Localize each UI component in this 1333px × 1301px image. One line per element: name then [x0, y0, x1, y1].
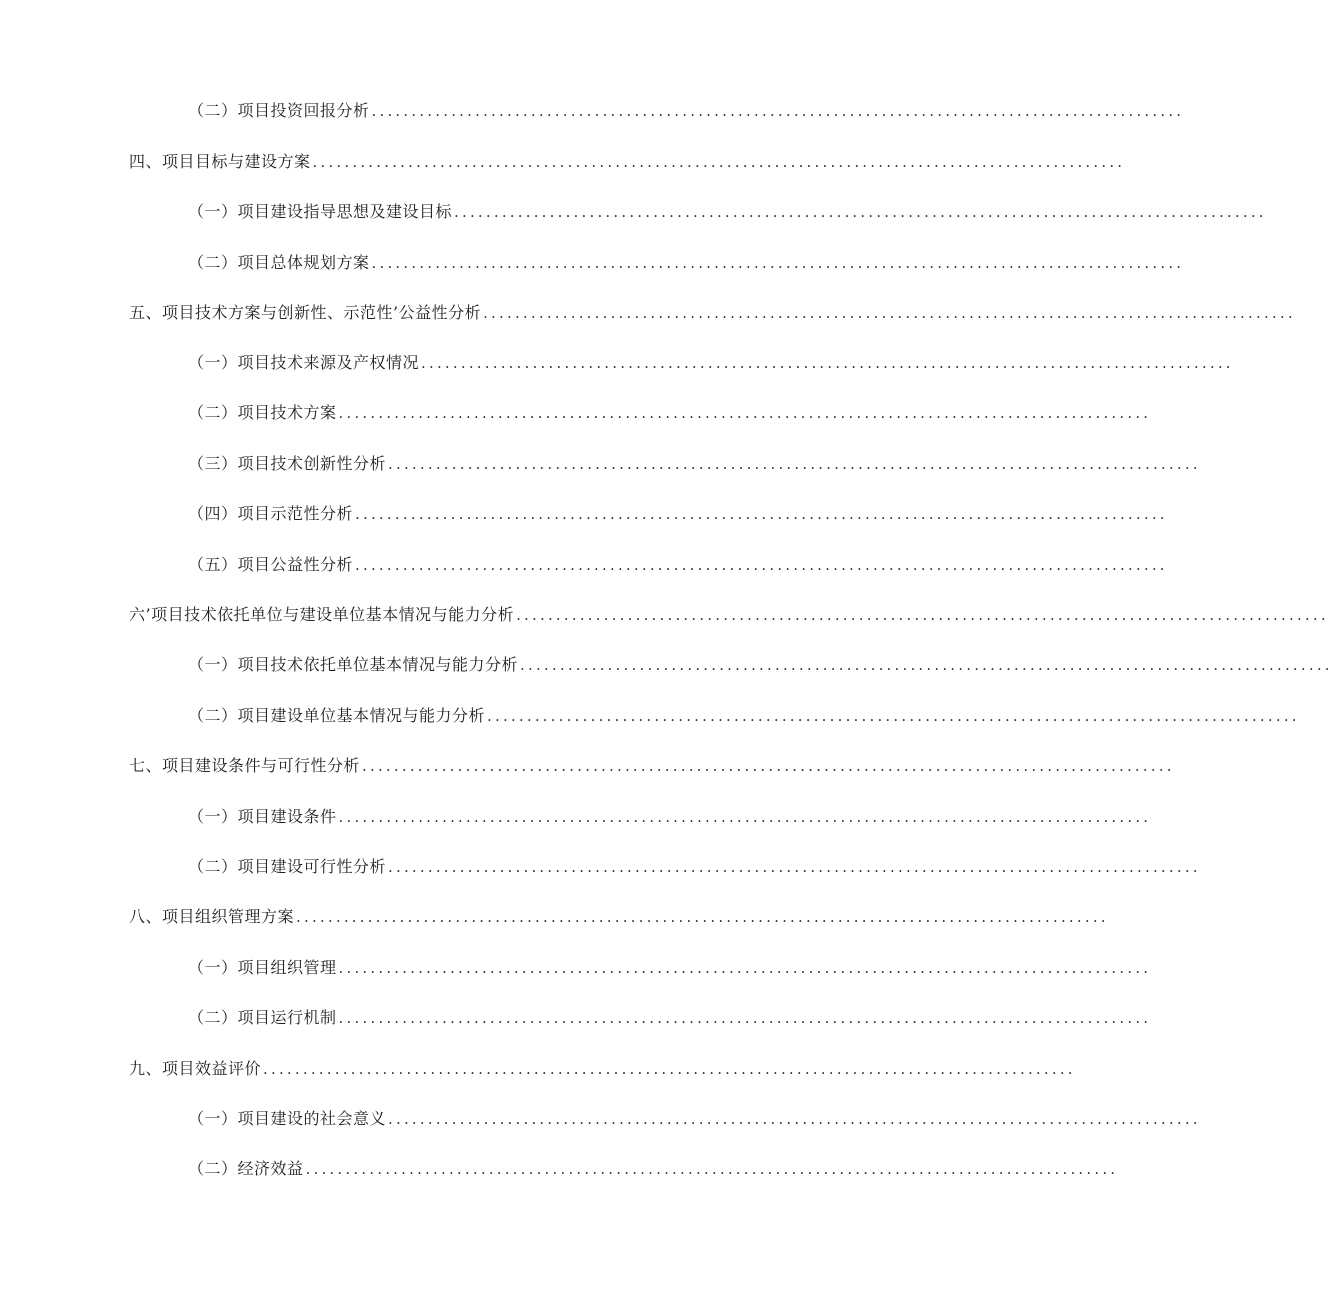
- toc-entry-label: 七、项目建设条件与可行性分析: [129, 756, 361, 775]
- toc-entry-label: （三）项目技术创新性分析: [188, 454, 387, 473]
- toc-entry: [188, 1004, 1152, 1032]
- toc-entry: [188, 97, 1185, 125]
- toc-entry-label: （二）经济效益: [188, 1159, 304, 1178]
- toc-dot-leader: ......................................................................................................: [487, 707, 1300, 725]
- toc-entry-label: 九、项目效益评价: [129, 1059, 262, 1078]
- toc-dot-leader: ......................................................................................................: [338, 1009, 1152, 1027]
- toc-entry-label: 四、项目目标与建设方案: [129, 152, 311, 171]
- toc-entry-label: 八、项目组织管理方案: [129, 907, 295, 926]
- toc-dot-leader: ......................................................................................................: [388, 858, 1201, 876]
- toc-entry-label: 六’项目技术依托单位与建设单位基本情况与能力分析: [129, 605, 515, 624]
- toc-dot-leader: ......................................................................................................: [371, 254, 1185, 272]
- toc-dot-leader: ......................................................................................................: [483, 304, 1296, 322]
- toc-entry-label: （一）项目技术依托单位基本情况与能力分析: [188, 655, 519, 674]
- toc-entry: [188, 500, 1168, 528]
- toc-entry: [188, 803, 1152, 831]
- toc-entry-label: （一）项目技术来源及产权情况: [188, 353, 420, 372]
- toc-entry: [188, 399, 1152, 427]
- toc-entry: [188, 954, 1152, 982]
- toc-entry-label: （二）项目建设可行性分析: [188, 857, 387, 876]
- toc-dot-leader: ......................................................................................................: [263, 1060, 1076, 1078]
- toc-dot-leader: ......................................................................................................: [362, 757, 1175, 775]
- toc-entry-label: 五、项目技术方案与创新性、示范性’公益性分析: [129, 303, 482, 322]
- toc-dot-leader: ......................................................................................................: [305, 1160, 1119, 1178]
- toc-entry: [188, 702, 1300, 730]
- toc-entry: [129, 299, 1296, 327]
- toc-entry-label: （五）项目公益性分析: [188, 555, 354, 574]
- toc-dot-leader: ......................................................................................................: [371, 102, 1185, 120]
- toc-entry: [188, 198, 1267, 226]
- toc-entry: [188, 551, 1168, 579]
- toc-entry: [188, 249, 1185, 277]
- toc-dot-leader: ......................................................................................................: [338, 959, 1152, 977]
- toc-entry-label: （二）项目技术方案: [188, 403, 337, 422]
- toc-entry: [188, 1105, 1201, 1133]
- toc-dot-leader: ......................................................................................................: [520, 656, 1333, 674]
- toc-entry: [129, 601, 1329, 629]
- toc-entry: [188, 349, 1234, 377]
- toc-entry: [129, 752, 1175, 780]
- toc-dot-leader: ......................................................................................................: [296, 908, 1109, 926]
- toc-entry: [188, 651, 1333, 679]
- toc-dot-leader: ......................................................................................................: [355, 505, 1168, 523]
- toc-dot-leader: ......................................................................................................: [388, 455, 1201, 473]
- toc-entry-label: （一）项目组织管理: [188, 958, 337, 977]
- toc-entry-label: （二）项目建设单位基本情况与能力分析: [188, 706, 486, 725]
- toc-entry: [188, 1155, 1119, 1183]
- toc-entry: [129, 1055, 1076, 1083]
- toc-entry-label: （一）项目建设的社会意义: [188, 1109, 387, 1128]
- toc-entry: [188, 853, 1201, 881]
- toc-entry-label: （一）项目建设指导思想及建设目标: [188, 202, 453, 221]
- toc-entry-label: （二）项目总体规划方案: [188, 253, 370, 272]
- toc-entry-label: （二）项目运行机制: [188, 1008, 337, 1027]
- toc-dot-leader: ......................................................................................................: [312, 153, 1126, 171]
- toc-dot-leader: ......................................................................................................: [338, 404, 1152, 422]
- toc-entry-label: （二）项目投资回报分析: [188, 101, 370, 120]
- toc-entry-label: （四）项目示范性分析: [188, 504, 354, 523]
- toc-dot-leader: ......................................................................................................: [454, 203, 1267, 221]
- toc-entry: [129, 903, 1109, 931]
- toc-entry: [188, 450, 1201, 478]
- toc-dot-leader: ......................................................................................................: [388, 1110, 1201, 1128]
- toc-entry-label: （一）项目建设条件: [188, 807, 337, 826]
- toc-dot-leader: ......................................................................................................: [338, 808, 1152, 826]
- toc-dot-leader: ......................................................................................................: [355, 556, 1168, 574]
- toc-dot-leader: ......................................................................................................: [516, 606, 1329, 624]
- toc-entry: [129, 148, 1126, 176]
- toc-dot-leader: ......................................................................................................: [421, 354, 1234, 372]
